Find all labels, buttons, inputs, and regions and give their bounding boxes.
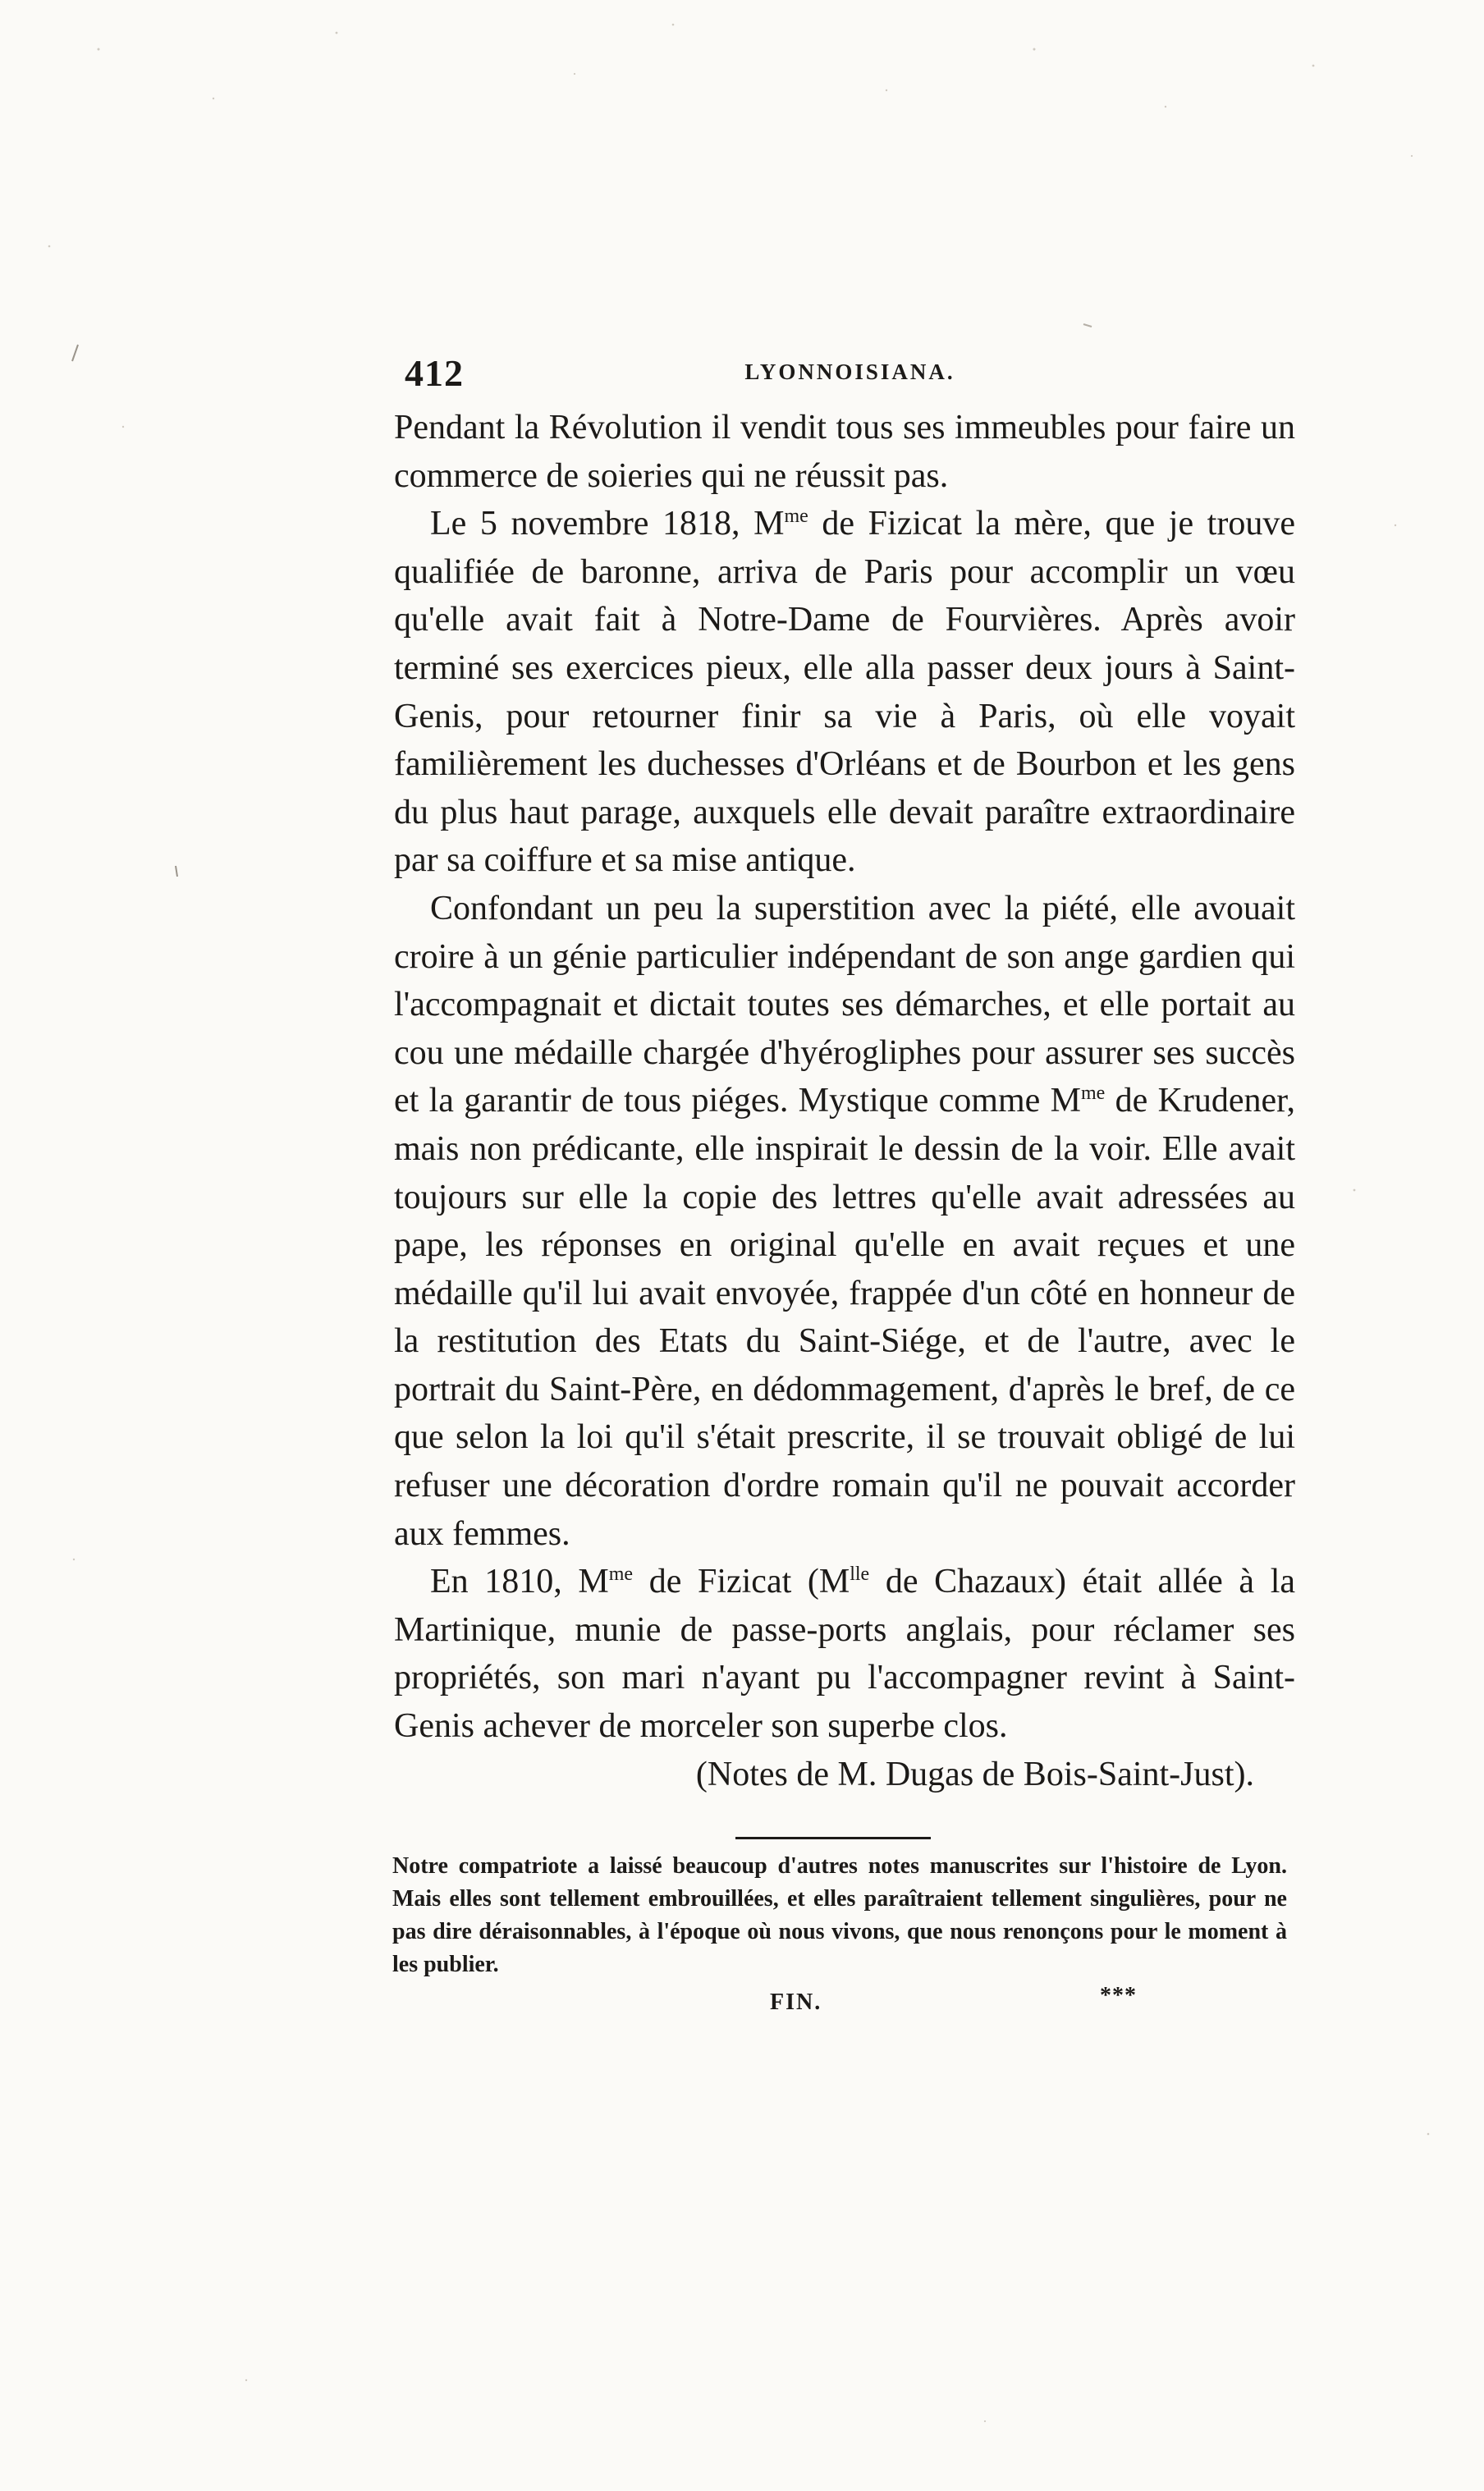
paragraph-3: Confondant un peu la superstition avec la piété, elle avouait croire à un génie particulier indépendant de son ange gardien qui l'accompagnait et dictait toutes ses démarches, et elle portait au cou une médaille chargée d'hyérogliphes pour assurer ses succès et la garantir de tous piéges. Mystique comme $M^{me}$ de Krudener, mais non prédicante, elle inspirait le dessin de la voir. Elle avait toujours sur elle la copie des lettres qu'elle avait adressées au pape, les réponses en original qu'elle en avait reçues et une médaille qu'il lui avait envoyée, frappée d'un côté en honneur de la restitution des Etats du Saint-Siége, et de l'autre, avec le portrait du Saint-Père, en dédommagement, d'après le bref, de ce que selon la loi qu'il s'était prescrite, il se trouvait obligé de lui refuser une décoration d'ordre romain qu'il ne pouvait accorder aux femmes. [394, 889, 1295, 1553]
page-number: 412 [405, 352, 464, 394]
footnote [392, 1850, 1287, 1981]
page-header [405, 351, 1295, 394]
footnote-text: Notre compatriote a laissé beaucoup d'autres notes manuscrites sur l'histoire de Lyon. Mais elles sont tellement embrouillées, et elles paraîtraient tellement singulières, pour ne pas dire déraisonnables, à l'époque où nous vivons, que nous renonçons pour le moment à les publier. [392, 1853, 1287, 1977]
source-signature: (Notes de M. Dugas de Bois-Saint-Just). [695, 1755, 1254, 1793]
main-text [394, 404, 1295, 1798]
paragraph-2: Le 5 novembre 1818, $M^{me}$ de Fizicat la mère, que je trouve qualifiée de baronne, arriva de Paris pour accomplir un vœu qu'elle avait fait à Notre-Dame de Fourvières. Après avoir terminé ses exercices pieux, elle alla passer deux jours à Saint-Genis, pour retourner finir sa vie à Paris, où elle voyait familièrement les duchesses d'Orléans et de Bourbon et les gens du plus haut parage, auxquels elle devait paraître extraordinaire par sa coiffure et sa mise antique. [394, 505, 1295, 880]
paragraph-4: En 1810, $M^{me}$ de Fizicat ($M^{lle}$ de Chazaux) était allée à la Martinique, munie de passe-ports anglais, pour réclamer ses propriétés, son mari n'ayant pu l'accompagner revint à Saint-Genis achever de morceler son superbe clos. [394, 1563, 1295, 1746]
running-title: LYONNOISIANA. [744, 359, 955, 384]
paragraph-1: Pendant la Révolution il vendit tous ses immeubles pour faire un commerce de soieries qui ne réussit pas. [394, 409, 1295, 495]
end-marker [392, 1983, 1287, 2022]
footnote-rule [735, 1837, 931, 1839]
asterism: *** [1100, 1983, 1137, 2008]
fin-label: FIN. [770, 1990, 822, 2015]
